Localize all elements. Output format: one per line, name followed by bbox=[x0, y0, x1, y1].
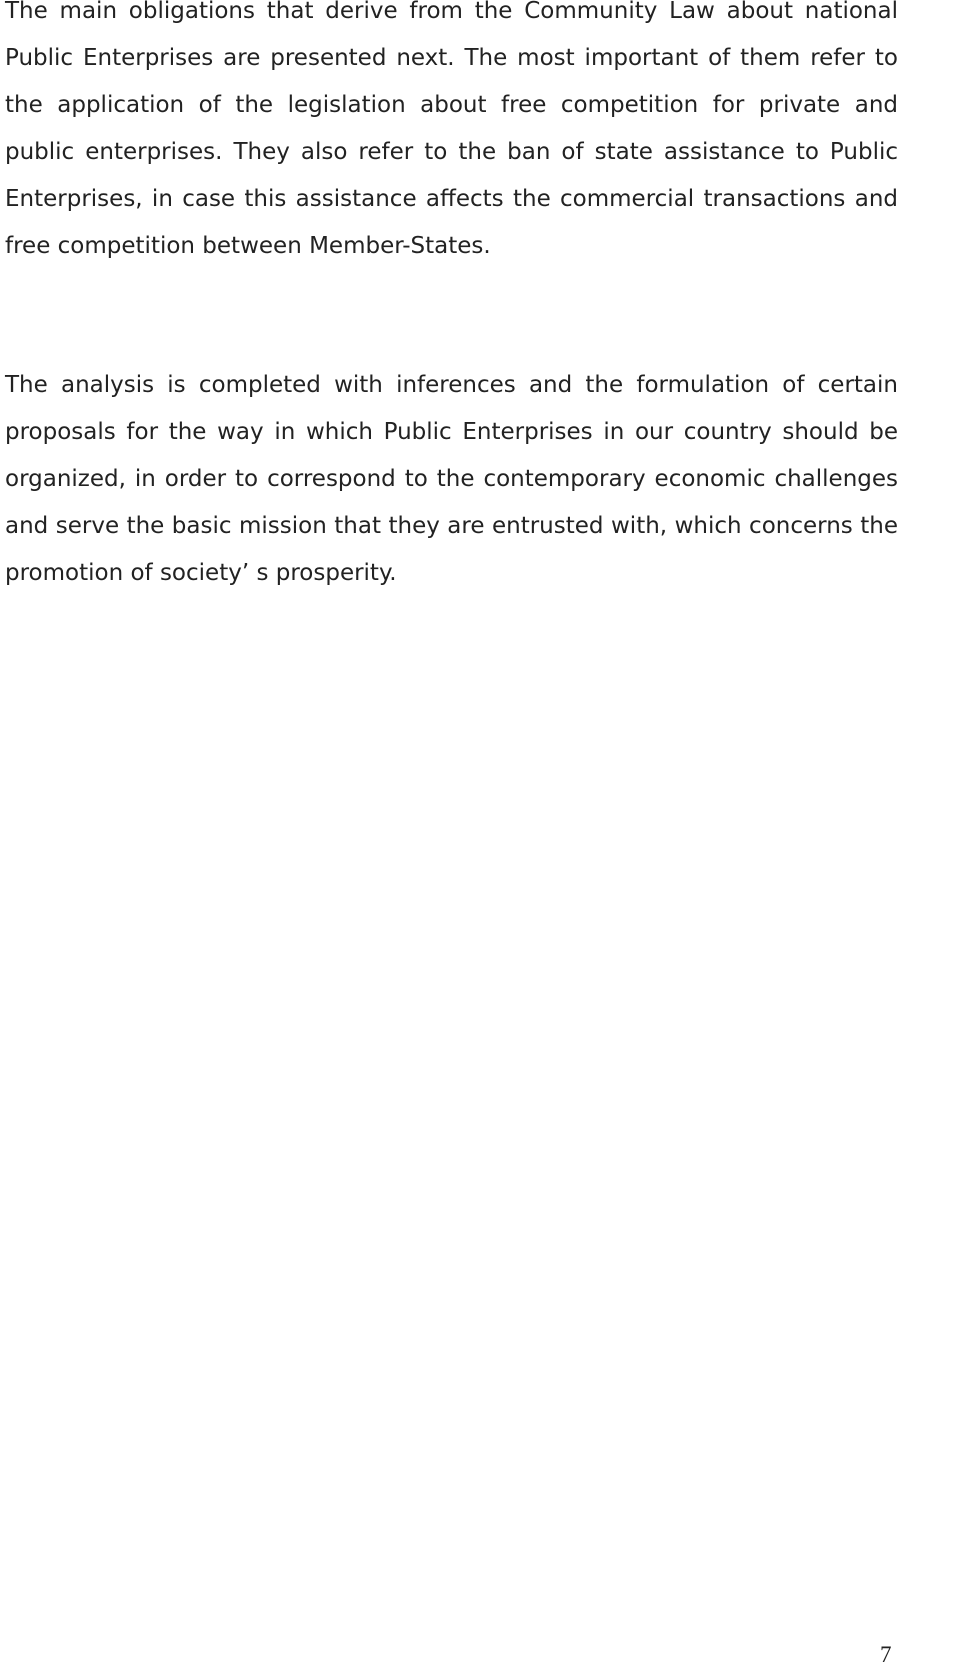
body-paragraph-obligations: The main obligations that derive from the Community Law about national Public Enterprises are presented next. The most important of them refer to the application of the legislation about free competition for private and public enterprises. They also refer to the ban of state assistance to Public Enterprises, in case this assistance affects the commercial transactions and free competition between Member-States. bbox=[5, 0, 898, 259]
body-paragraph-analysis: The analysis is completed with inferences and the formulation of certain proposals for the way in which Public Enterprises in our country should be organized, in order to correspond to the contemporary economic challenges and serve the basic mission that they are entrusted with, which concerns the promotion of society’ s prosperity. bbox=[5, 372, 898, 586]
page-number: 7 bbox=[880, 1642, 892, 1667]
